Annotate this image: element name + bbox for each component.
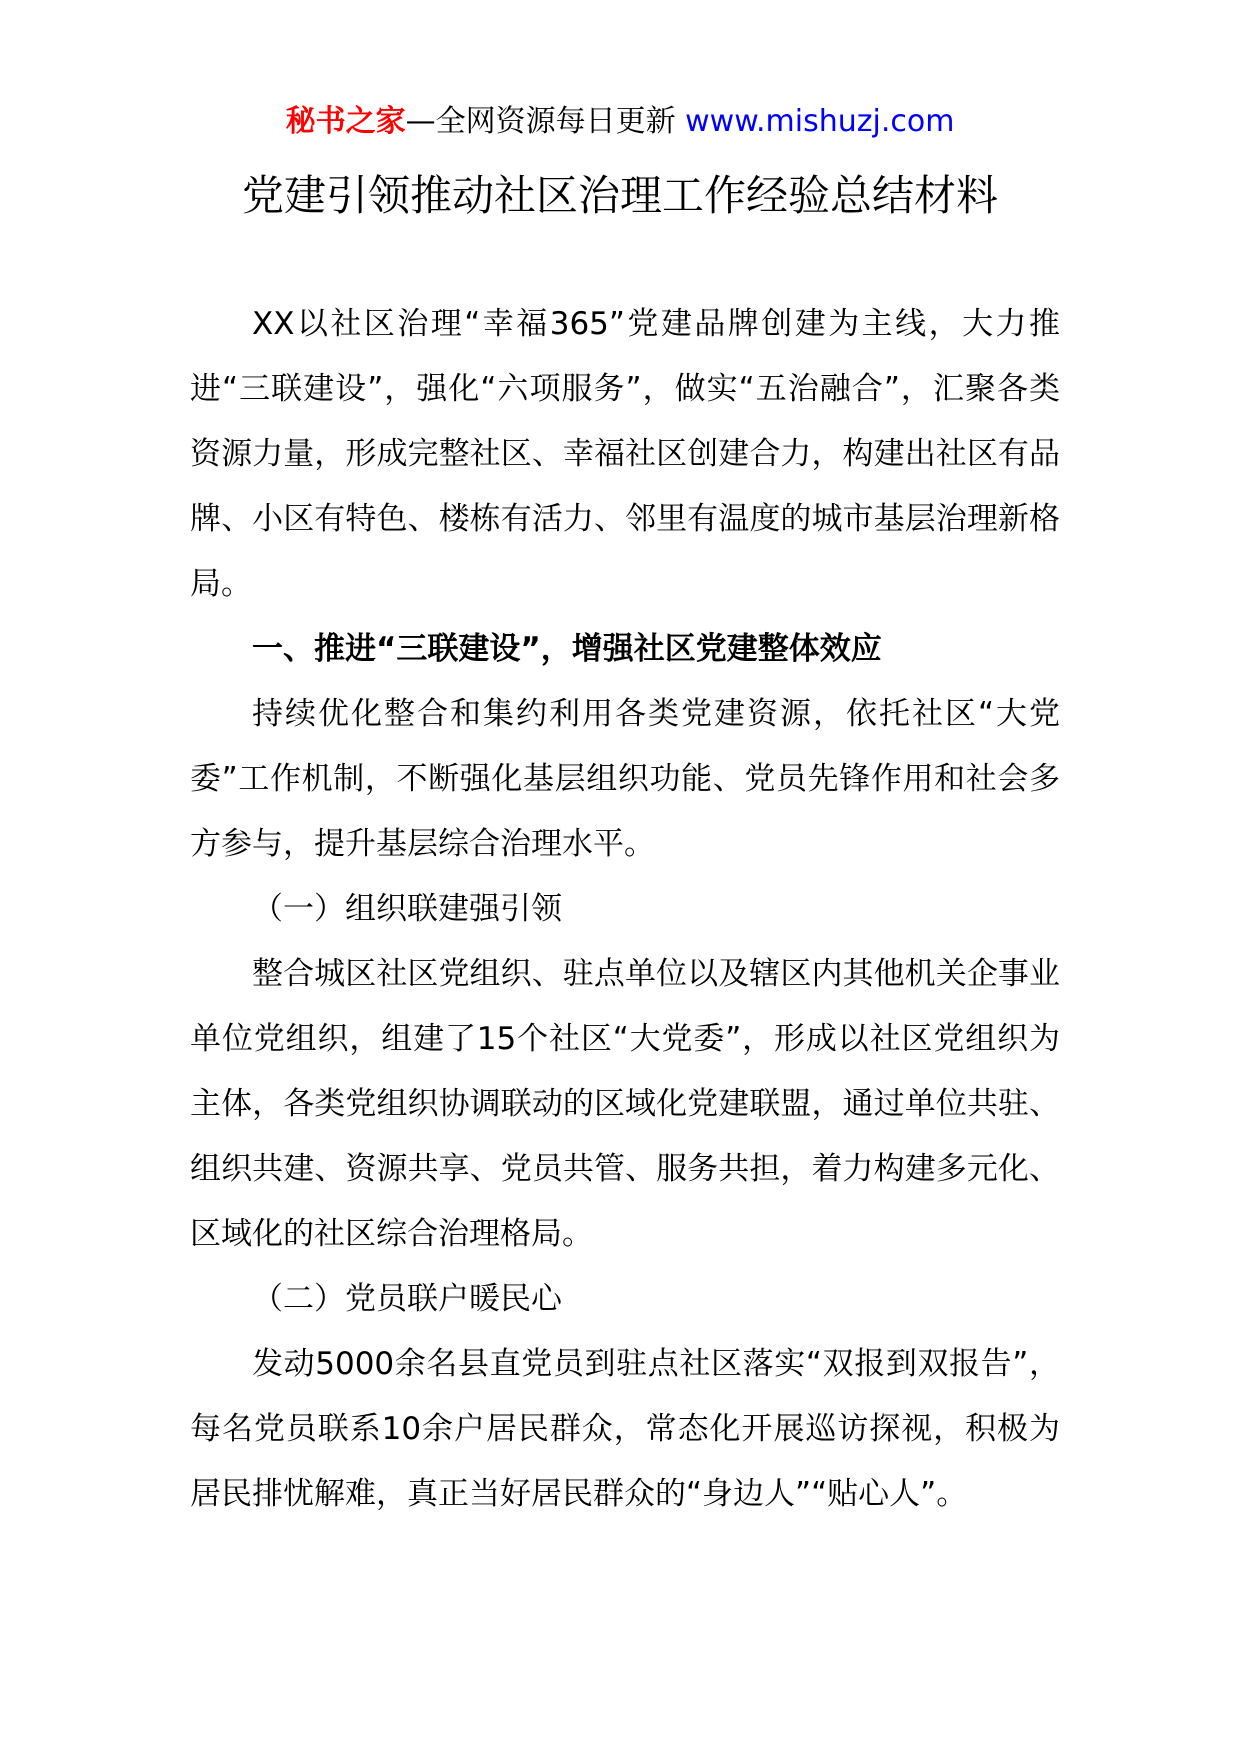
- subsection-heading-1: （一）组织联建强引领: [252, 891, 562, 927]
- site-header: [0, 100, 1240, 144]
- site-url-link[interactable]: www.mishuzj.com: [685, 104, 955, 139]
- document-body: [190, 292, 1060, 1527]
- subsection-2-paragraph: 发动5000余名县直党员到驻点社区落实“双报到双报告”，每名党员联系10余户居民群众，常态化开展巡访探视，积极为居民排忧解难，真正当好居民群众的“身边人”“贴心人”。: [190, 1346, 1060, 1512]
- subsection-1-paragraph: 整合城区社区党组织、驻点单位以及辖区内其他机关企事业单位党组织，组建了15个社区“大党委”，形成以社区党组织为主体，各类党组织协调联动的区域化党建联盟，通过单位共驻、组织共建、资源共享、党员共管、服务共担，着力构建多元化、区域化的社区综合治理格局。: [190, 956, 1060, 1252]
- section-heading-1: 一、推进“三联建设”，增强社区党建整体效应: [252, 631, 882, 667]
- section-1-paragraph: 持续优化整合和集约利用各类党建资源，依托社区“大党委”工作机制，不断强化基层组织功能、党员先锋作用和社会多方参与，提升基层综合治理水平。: [190, 696, 1060, 862]
- document-title: 党建引领推动社区治理工作经验总结材料: [241, 171, 998, 220]
- brand-name: 秘书之家: [285, 104, 406, 139]
- header-tagline: —全网资源每日更新: [405, 104, 676, 139]
- intro-paragraph: XX以社区治理“幸福365”党建品牌创建为主线，大力推进“三联建设”，强化“六项服务”，做实“五治融合”，汇聚各类资源力量，形成完整社区、幸福社区创建合力，构建出社区有品牌、小区有特色、楼栋有活力、邻里有温度的城市基层治理新格局。: [190, 306, 1060, 602]
- subsection-heading-2: （二）党员联户暖民心: [252, 1281, 562, 1317]
